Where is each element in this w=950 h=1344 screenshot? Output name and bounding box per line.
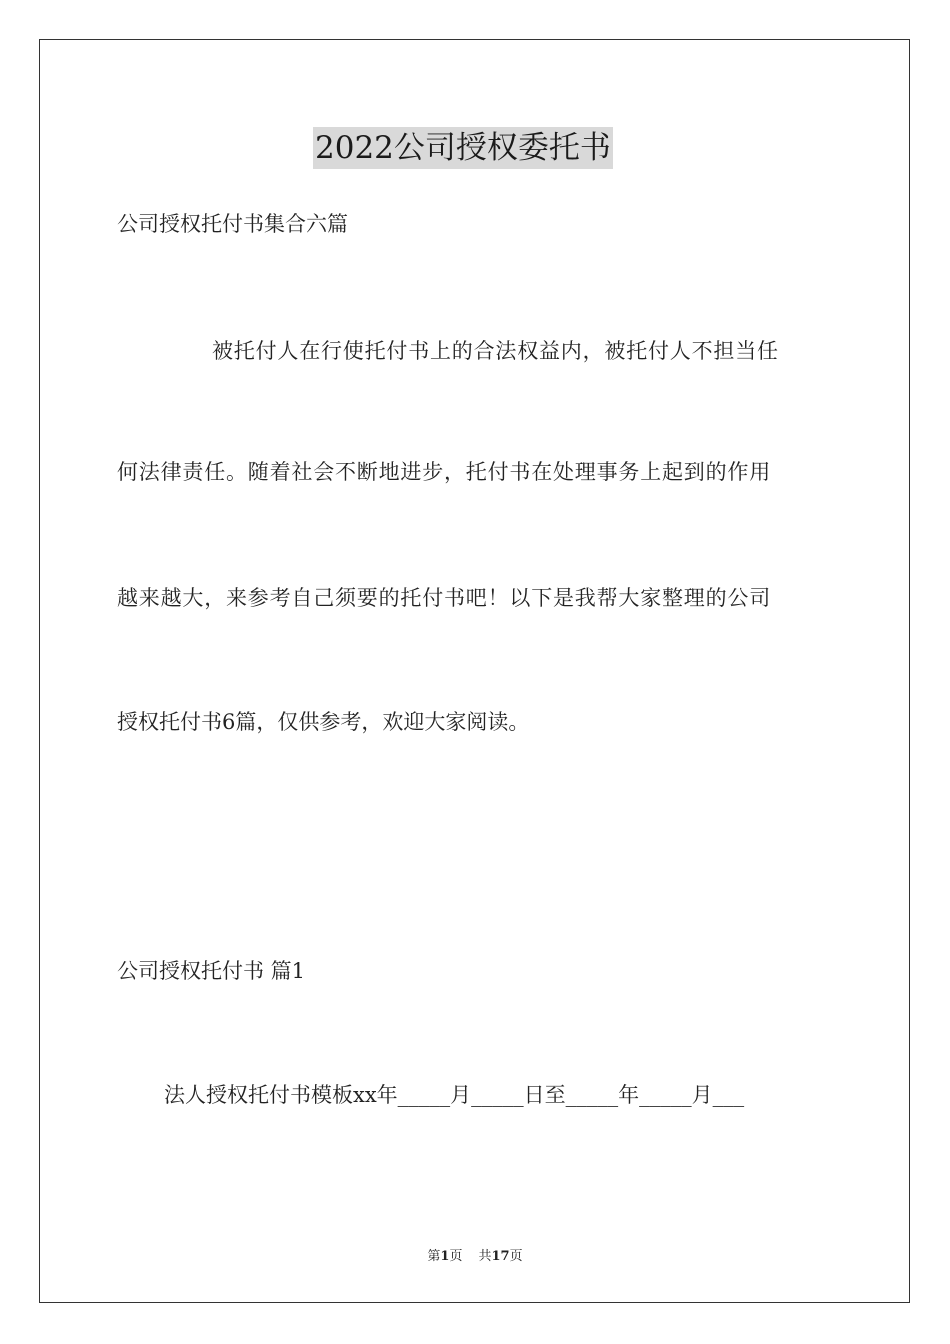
intro-line-3: 越来越大，来参考自己须要的托付书吧！以下是我帮大家整理的公司 bbox=[117, 586, 771, 610]
footer-page-suffix: 页 bbox=[449, 1249, 463, 1264]
footer-total-prefix: 共 bbox=[478, 1249, 492, 1264]
intro-line-1: 被托付人在行使托付书上的合法权益内，被托付人不担当任 bbox=[212, 339, 779, 363]
footer-page-number: 1 bbox=[440, 1249, 450, 1264]
footer-total-pages: 17 bbox=[491, 1249, 510, 1264]
template-line: 法人授权托付书模板xx年_____月_____日至_____年_____月___ bbox=[164, 1083, 745, 1107]
footer-page-prefix: 第 bbox=[427, 1249, 441, 1264]
intro-line-2: 何法律责任。随着社会不断地进步，托付书在处理事务上起到的作用 bbox=[117, 460, 771, 484]
intro-line-4: 授权托付书6篇，仅供参考，欢迎大家阅读。 bbox=[117, 710, 530, 734]
document-subtitle: 公司授权托付书集合六篇 bbox=[117, 212, 348, 236]
section-heading: 公司授权托付书 篇1 bbox=[117, 959, 306, 983]
footer-total-suffix: 页 bbox=[509, 1249, 523, 1264]
document-title: 2022公司授权委托书 bbox=[313, 127, 613, 169]
page-footer bbox=[0, 1248, 950, 1266]
